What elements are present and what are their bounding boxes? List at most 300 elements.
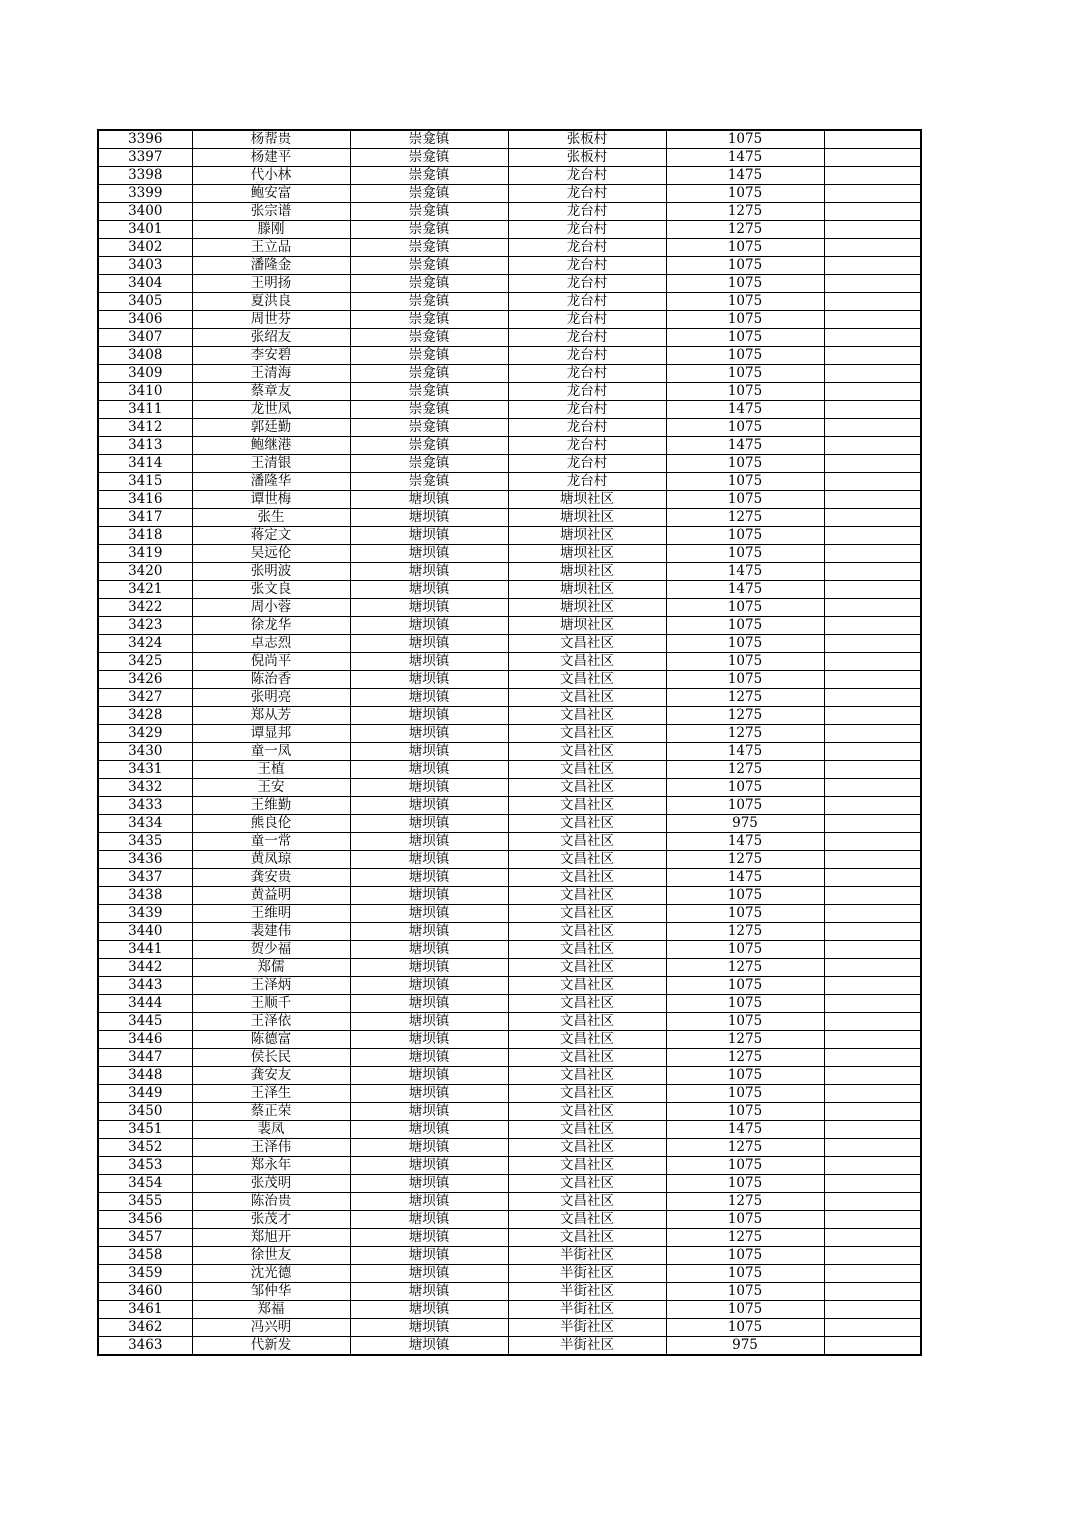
name-cell: 鲍安富 bbox=[192, 185, 350, 203]
name-cell: 邹仲华 bbox=[192, 1283, 350, 1301]
table-row bbox=[98, 401, 921, 419]
name-cell: 童一凤 bbox=[192, 743, 350, 761]
village-cell: 半街社区 bbox=[508, 1247, 666, 1265]
table-row bbox=[98, 923, 921, 941]
serial-number-cell: 3450 bbox=[98, 1103, 192, 1121]
amount-cell: 1275 bbox=[666, 1031, 824, 1049]
serial-number-cell: 3422 bbox=[98, 599, 192, 617]
name-cell: 王安 bbox=[192, 779, 350, 797]
table-row bbox=[98, 1013, 921, 1031]
amount-cell: 1075 bbox=[666, 977, 824, 995]
remark-cell bbox=[824, 617, 921, 635]
amount-cell: 1075 bbox=[666, 995, 824, 1013]
town-cell: 塘坝镇 bbox=[350, 509, 508, 527]
serial-number-cell: 3437 bbox=[98, 869, 192, 887]
village-cell: 龙台村 bbox=[508, 275, 666, 293]
amount-cell: 1075 bbox=[666, 455, 824, 473]
amount-cell: 1075 bbox=[666, 1265, 824, 1283]
serial-number-cell: 3430 bbox=[98, 743, 192, 761]
table-row bbox=[98, 437, 921, 455]
name-cell: 蔡章友 bbox=[192, 383, 350, 401]
amount-cell: 1475 bbox=[666, 869, 824, 887]
amount-cell: 1075 bbox=[666, 275, 824, 293]
name-cell: 潘隆金 bbox=[192, 257, 350, 275]
town-cell: 崇龛镇 bbox=[350, 437, 508, 455]
name-cell: 陈治贵 bbox=[192, 1193, 350, 1211]
serial-number-cell: 3404 bbox=[98, 275, 192, 293]
amount-cell: 1275 bbox=[666, 923, 824, 941]
name-cell: 周小蓉 bbox=[192, 599, 350, 617]
amount-cell: 1475 bbox=[666, 833, 824, 851]
village-cell: 文昌社区 bbox=[508, 941, 666, 959]
table-row bbox=[98, 671, 921, 689]
serial-number-cell: 3410 bbox=[98, 383, 192, 401]
serial-number-cell: 3433 bbox=[98, 797, 192, 815]
remark-cell bbox=[824, 689, 921, 707]
remark-cell bbox=[824, 545, 921, 563]
village-cell: 龙台村 bbox=[508, 311, 666, 329]
table-row bbox=[98, 1121, 921, 1139]
village-cell: 文昌社区 bbox=[508, 671, 666, 689]
remark-cell bbox=[824, 653, 921, 671]
table-row bbox=[98, 1175, 921, 1193]
remark-cell bbox=[824, 923, 921, 941]
table-row bbox=[98, 1031, 921, 1049]
table-row bbox=[98, 1103, 921, 1121]
amount-cell: 1275 bbox=[666, 203, 824, 221]
amount-cell: 1075 bbox=[666, 347, 824, 365]
town-cell: 塘坝镇 bbox=[350, 1139, 508, 1157]
name-cell: 卓志烈 bbox=[192, 635, 350, 653]
village-cell: 龙台村 bbox=[508, 239, 666, 257]
village-cell: 龙台村 bbox=[508, 383, 666, 401]
village-cell: 文昌社区 bbox=[508, 851, 666, 869]
name-cell: 张生 bbox=[192, 509, 350, 527]
town-cell: 崇龛镇 bbox=[350, 130, 508, 149]
name-cell: 鲍继港 bbox=[192, 437, 350, 455]
village-cell: 文昌社区 bbox=[508, 779, 666, 797]
remark-cell bbox=[824, 1031, 921, 1049]
amount-cell: 1275 bbox=[666, 1193, 824, 1211]
table-row bbox=[98, 707, 921, 725]
town-cell: 塘坝镇 bbox=[350, 1319, 508, 1337]
remark-cell bbox=[824, 1319, 921, 1337]
village-cell: 文昌社区 bbox=[508, 1139, 666, 1157]
village-cell: 塘坝社区 bbox=[508, 509, 666, 527]
remark-cell bbox=[824, 1337, 921, 1356]
name-cell: 龙世凤 bbox=[192, 401, 350, 419]
village-cell: 文昌社区 bbox=[508, 689, 666, 707]
village-cell: 文昌社区 bbox=[508, 1103, 666, 1121]
village-cell: 塘坝社区 bbox=[508, 563, 666, 581]
table-body bbox=[98, 130, 921, 1355]
amount-cell: 1075 bbox=[666, 1319, 824, 1337]
village-cell: 文昌社区 bbox=[508, 743, 666, 761]
town-cell: 塘坝镇 bbox=[350, 923, 508, 941]
amount-cell: 1475 bbox=[666, 1121, 824, 1139]
table-row bbox=[98, 347, 921, 365]
town-cell: 崇龛镇 bbox=[350, 365, 508, 383]
table-row bbox=[98, 221, 921, 239]
name-cell: 王明扬 bbox=[192, 275, 350, 293]
amount-cell: 1275 bbox=[666, 725, 824, 743]
serial-number-cell: 3447 bbox=[98, 1049, 192, 1067]
name-cell: 王维明 bbox=[192, 905, 350, 923]
village-cell: 文昌社区 bbox=[508, 1157, 666, 1175]
remark-cell bbox=[824, 1067, 921, 1085]
remark-cell bbox=[824, 1013, 921, 1031]
town-cell: 塘坝镇 bbox=[350, 1157, 508, 1175]
amount-cell: 1475 bbox=[666, 581, 824, 599]
town-cell: 塘坝镇 bbox=[350, 869, 508, 887]
village-cell: 半街社区 bbox=[508, 1265, 666, 1283]
serial-number-cell: 3409 bbox=[98, 365, 192, 383]
remark-cell bbox=[824, 761, 921, 779]
table-row bbox=[98, 743, 921, 761]
town-cell: 崇龛镇 bbox=[350, 347, 508, 365]
amount-cell: 1075 bbox=[666, 1247, 824, 1265]
table-row bbox=[98, 257, 921, 275]
village-cell: 文昌社区 bbox=[508, 653, 666, 671]
name-cell: 郑旭开 bbox=[192, 1229, 350, 1247]
name-cell: 郑永年 bbox=[192, 1157, 350, 1175]
name-cell: 沈光德 bbox=[192, 1265, 350, 1283]
remark-cell bbox=[824, 311, 921, 329]
town-cell: 塘坝镇 bbox=[350, 959, 508, 977]
town-cell: 崇龛镇 bbox=[350, 383, 508, 401]
remark-cell bbox=[824, 347, 921, 365]
name-cell: 王泽炳 bbox=[192, 977, 350, 995]
town-cell: 塘坝镇 bbox=[350, 671, 508, 689]
village-cell: 文昌社区 bbox=[508, 1049, 666, 1067]
town-cell: 崇龛镇 bbox=[350, 455, 508, 473]
remark-cell bbox=[824, 130, 921, 149]
table-row bbox=[98, 239, 921, 257]
serial-number-cell: 3454 bbox=[98, 1175, 192, 1193]
remark-cell bbox=[824, 167, 921, 185]
name-cell: 郭廷勤 bbox=[192, 419, 350, 437]
remark-cell bbox=[824, 833, 921, 851]
table-row bbox=[98, 455, 921, 473]
remark-cell bbox=[824, 671, 921, 689]
village-cell: 张板村 bbox=[508, 149, 666, 167]
village-cell: 文昌社区 bbox=[508, 869, 666, 887]
table-row bbox=[98, 851, 921, 869]
serial-number-cell: 3448 bbox=[98, 1067, 192, 1085]
remark-cell bbox=[824, 419, 921, 437]
table-row bbox=[98, 1139, 921, 1157]
serial-number-cell: 3445 bbox=[98, 1013, 192, 1031]
town-cell: 塘坝镇 bbox=[350, 833, 508, 851]
town-cell: 塘坝镇 bbox=[350, 653, 508, 671]
table-row bbox=[98, 491, 921, 509]
amount-cell: 1075 bbox=[666, 1013, 824, 1031]
name-cell: 郑福 bbox=[192, 1301, 350, 1319]
name-cell: 王泽依 bbox=[192, 1013, 350, 1031]
table-row bbox=[98, 1265, 921, 1283]
serial-number-cell: 3460 bbox=[98, 1283, 192, 1301]
town-cell: 崇龛镇 bbox=[350, 419, 508, 437]
amount-cell: 1075 bbox=[666, 257, 824, 275]
table-row bbox=[98, 329, 921, 347]
name-cell: 郑儒 bbox=[192, 959, 350, 977]
remark-cell bbox=[824, 1247, 921, 1265]
name-cell: 徐龙华 bbox=[192, 617, 350, 635]
amount-cell: 1075 bbox=[666, 887, 824, 905]
remark-cell bbox=[824, 473, 921, 491]
serial-number-cell: 3411 bbox=[98, 401, 192, 419]
serial-number-cell: 3399 bbox=[98, 185, 192, 203]
town-cell: 塘坝镇 bbox=[350, 815, 508, 833]
town-cell: 崇龛镇 bbox=[350, 275, 508, 293]
village-cell: 文昌社区 bbox=[508, 1067, 666, 1085]
table-row bbox=[98, 563, 921, 581]
town-cell: 塘坝镇 bbox=[350, 1049, 508, 1067]
table-row bbox=[98, 959, 921, 977]
town-cell: 塘坝镇 bbox=[350, 941, 508, 959]
remark-cell bbox=[824, 1085, 921, 1103]
village-cell: 文昌社区 bbox=[508, 887, 666, 905]
remark-cell bbox=[824, 905, 921, 923]
amount-cell: 1075 bbox=[666, 239, 824, 257]
town-cell: 塘坝镇 bbox=[350, 617, 508, 635]
village-cell: 塘坝社区 bbox=[508, 599, 666, 617]
remark-cell bbox=[824, 509, 921, 527]
town-cell: 塘坝镇 bbox=[350, 851, 508, 869]
village-cell: 文昌社区 bbox=[508, 725, 666, 743]
table-row bbox=[98, 689, 921, 707]
remark-cell bbox=[824, 1301, 921, 1319]
village-cell: 半街社区 bbox=[508, 1283, 666, 1301]
remark-cell bbox=[824, 725, 921, 743]
table-row bbox=[98, 311, 921, 329]
remark-cell bbox=[824, 797, 921, 815]
town-cell: 塘坝镇 bbox=[350, 1085, 508, 1103]
name-cell: 杨建平 bbox=[192, 149, 350, 167]
town-cell: 崇龛镇 bbox=[350, 221, 508, 239]
serial-number-cell: 3418 bbox=[98, 527, 192, 545]
remark-cell bbox=[824, 743, 921, 761]
amount-cell: 1475 bbox=[666, 743, 824, 761]
name-cell: 王顺千 bbox=[192, 995, 350, 1013]
town-cell: 塘坝镇 bbox=[350, 1337, 508, 1356]
amount-cell: 1275 bbox=[666, 707, 824, 725]
name-cell: 谭世梅 bbox=[192, 491, 350, 509]
table-row bbox=[98, 1067, 921, 1085]
town-cell: 塘坝镇 bbox=[350, 527, 508, 545]
table-row bbox=[98, 599, 921, 617]
village-cell: 文昌社区 bbox=[508, 1013, 666, 1031]
remark-cell bbox=[824, 455, 921, 473]
serial-number-cell: 3396 bbox=[98, 130, 192, 149]
serial-number-cell: 3400 bbox=[98, 203, 192, 221]
table-row bbox=[98, 1211, 921, 1229]
table-row bbox=[98, 203, 921, 221]
village-cell: 龙台村 bbox=[508, 347, 666, 365]
name-cell: 贺少福 bbox=[192, 941, 350, 959]
table-row bbox=[98, 1283, 921, 1301]
name-cell: 王泽伟 bbox=[192, 1139, 350, 1157]
town-cell: 崇龛镇 bbox=[350, 239, 508, 257]
serial-number-cell: 3449 bbox=[98, 1085, 192, 1103]
serial-number-cell: 3426 bbox=[98, 671, 192, 689]
town-cell: 塘坝镇 bbox=[350, 581, 508, 599]
amount-cell: 1075 bbox=[666, 130, 824, 149]
village-cell: 文昌社区 bbox=[508, 995, 666, 1013]
remark-cell bbox=[824, 257, 921, 275]
name-cell: 陈治香 bbox=[192, 671, 350, 689]
town-cell: 塘坝镇 bbox=[350, 1247, 508, 1265]
name-cell: 张茂才 bbox=[192, 1211, 350, 1229]
village-cell: 龙台村 bbox=[508, 401, 666, 419]
amount-cell: 1075 bbox=[666, 1301, 824, 1319]
village-cell: 文昌社区 bbox=[508, 977, 666, 995]
serial-number-cell: 3442 bbox=[98, 959, 192, 977]
table-row bbox=[98, 1049, 921, 1067]
village-cell: 文昌社区 bbox=[508, 707, 666, 725]
town-cell: 塘坝镇 bbox=[350, 1283, 508, 1301]
village-cell: 文昌社区 bbox=[508, 635, 666, 653]
serial-number-cell: 3419 bbox=[98, 545, 192, 563]
village-cell: 塘坝社区 bbox=[508, 491, 666, 509]
name-cell: 黄益明 bbox=[192, 887, 350, 905]
amount-cell: 1275 bbox=[666, 221, 824, 239]
remark-cell bbox=[824, 563, 921, 581]
table-row bbox=[98, 905, 921, 923]
village-cell: 半街社区 bbox=[508, 1319, 666, 1337]
remark-cell bbox=[824, 959, 921, 977]
remark-cell bbox=[824, 329, 921, 347]
amount-cell: 1075 bbox=[666, 653, 824, 671]
town-cell: 塘坝镇 bbox=[350, 779, 508, 797]
remark-cell bbox=[824, 1103, 921, 1121]
village-cell: 文昌社区 bbox=[508, 1175, 666, 1193]
village-cell: 文昌社区 bbox=[508, 1121, 666, 1139]
table-row bbox=[98, 1085, 921, 1103]
town-cell: 塘坝镇 bbox=[350, 1211, 508, 1229]
table-row bbox=[98, 1301, 921, 1319]
serial-number-cell: 3456 bbox=[98, 1211, 192, 1229]
remark-cell bbox=[824, 437, 921, 455]
name-cell: 徐世友 bbox=[192, 1247, 350, 1265]
serial-number-cell: 3443 bbox=[98, 977, 192, 995]
remark-cell bbox=[824, 239, 921, 257]
amount-cell: 1075 bbox=[666, 1157, 824, 1175]
table-row bbox=[98, 365, 921, 383]
name-cell: 陈德富 bbox=[192, 1031, 350, 1049]
table-row bbox=[98, 617, 921, 635]
amount-cell: 1075 bbox=[666, 473, 824, 491]
village-cell: 文昌社区 bbox=[508, 833, 666, 851]
name-cell: 侯长民 bbox=[192, 1049, 350, 1067]
remark-cell bbox=[824, 869, 921, 887]
amount-cell: 1075 bbox=[666, 797, 824, 815]
table-row bbox=[98, 149, 921, 167]
table-row bbox=[98, 509, 921, 527]
village-cell: 文昌社区 bbox=[508, 1193, 666, 1211]
name-cell: 冯兴明 bbox=[192, 1319, 350, 1337]
town-cell: 塘坝镇 bbox=[350, 635, 508, 653]
town-cell: 塘坝镇 bbox=[350, 725, 508, 743]
remark-cell bbox=[824, 275, 921, 293]
name-cell: 代小林 bbox=[192, 167, 350, 185]
town-cell: 塘坝镇 bbox=[350, 995, 508, 1013]
table-row bbox=[98, 779, 921, 797]
village-cell: 半街社区 bbox=[508, 1301, 666, 1319]
remark-cell bbox=[824, 815, 921, 833]
name-cell: 张明亮 bbox=[192, 689, 350, 707]
amount-cell: 1075 bbox=[666, 1175, 824, 1193]
amount-cell: 1075 bbox=[666, 293, 824, 311]
name-cell: 夏洪良 bbox=[192, 293, 350, 311]
name-cell: 黄凤琼 bbox=[192, 851, 350, 869]
town-cell: 塘坝镇 bbox=[350, 1013, 508, 1031]
village-cell: 文昌社区 bbox=[508, 1031, 666, 1049]
town-cell: 塘坝镇 bbox=[350, 1265, 508, 1283]
town-cell: 塘坝镇 bbox=[350, 1121, 508, 1139]
serial-number-cell: 3439 bbox=[98, 905, 192, 923]
village-cell: 文昌社区 bbox=[508, 1211, 666, 1229]
village-cell: 半街社区 bbox=[508, 1337, 666, 1356]
table-row bbox=[98, 725, 921, 743]
amount-cell: 1075 bbox=[666, 545, 824, 563]
amount-cell: 1475 bbox=[666, 563, 824, 581]
village-cell: 龙台村 bbox=[508, 221, 666, 239]
table-row bbox=[98, 545, 921, 563]
town-cell: 塘坝镇 bbox=[350, 1301, 508, 1319]
amount-cell: 1275 bbox=[666, 1229, 824, 1247]
remark-cell bbox=[824, 599, 921, 617]
remark-cell bbox=[824, 365, 921, 383]
table-row bbox=[98, 473, 921, 491]
serial-number-cell: 3440 bbox=[98, 923, 192, 941]
serial-number-cell: 3420 bbox=[98, 563, 192, 581]
name-cell: 蔡正荣 bbox=[192, 1103, 350, 1121]
table-row bbox=[98, 130, 921, 149]
village-cell: 文昌社区 bbox=[508, 959, 666, 977]
table-row bbox=[98, 833, 921, 851]
table-row bbox=[98, 815, 921, 833]
amount-cell: 1075 bbox=[666, 1067, 824, 1085]
serial-number-cell: 3458 bbox=[98, 1247, 192, 1265]
remark-cell bbox=[824, 1283, 921, 1301]
serial-number-cell: 3435 bbox=[98, 833, 192, 851]
table-row bbox=[98, 653, 921, 671]
town-cell: 塘坝镇 bbox=[350, 689, 508, 707]
remark-cell bbox=[824, 977, 921, 995]
amount-cell: 1075 bbox=[666, 671, 824, 689]
amount-cell: 1475 bbox=[666, 401, 824, 419]
serial-number-cell: 3403 bbox=[98, 257, 192, 275]
town-cell: 崇龛镇 bbox=[350, 473, 508, 491]
table-row bbox=[98, 977, 921, 995]
name-cell: 潘隆华 bbox=[192, 473, 350, 491]
serial-number-cell: 3462 bbox=[98, 1319, 192, 1337]
name-cell: 王立品 bbox=[192, 239, 350, 257]
name-cell: 裴凤 bbox=[192, 1121, 350, 1139]
serial-number-cell: 3415 bbox=[98, 473, 192, 491]
amount-cell: 1475 bbox=[666, 167, 824, 185]
remark-cell bbox=[824, 293, 921, 311]
remark-cell bbox=[824, 1175, 921, 1193]
amount-cell: 1075 bbox=[666, 779, 824, 797]
table-row bbox=[98, 167, 921, 185]
table-row bbox=[98, 185, 921, 203]
serial-number-cell: 3457 bbox=[98, 1229, 192, 1247]
village-cell: 文昌社区 bbox=[508, 797, 666, 815]
town-cell: 崇龛镇 bbox=[350, 185, 508, 203]
amount-cell: 1075 bbox=[666, 527, 824, 545]
